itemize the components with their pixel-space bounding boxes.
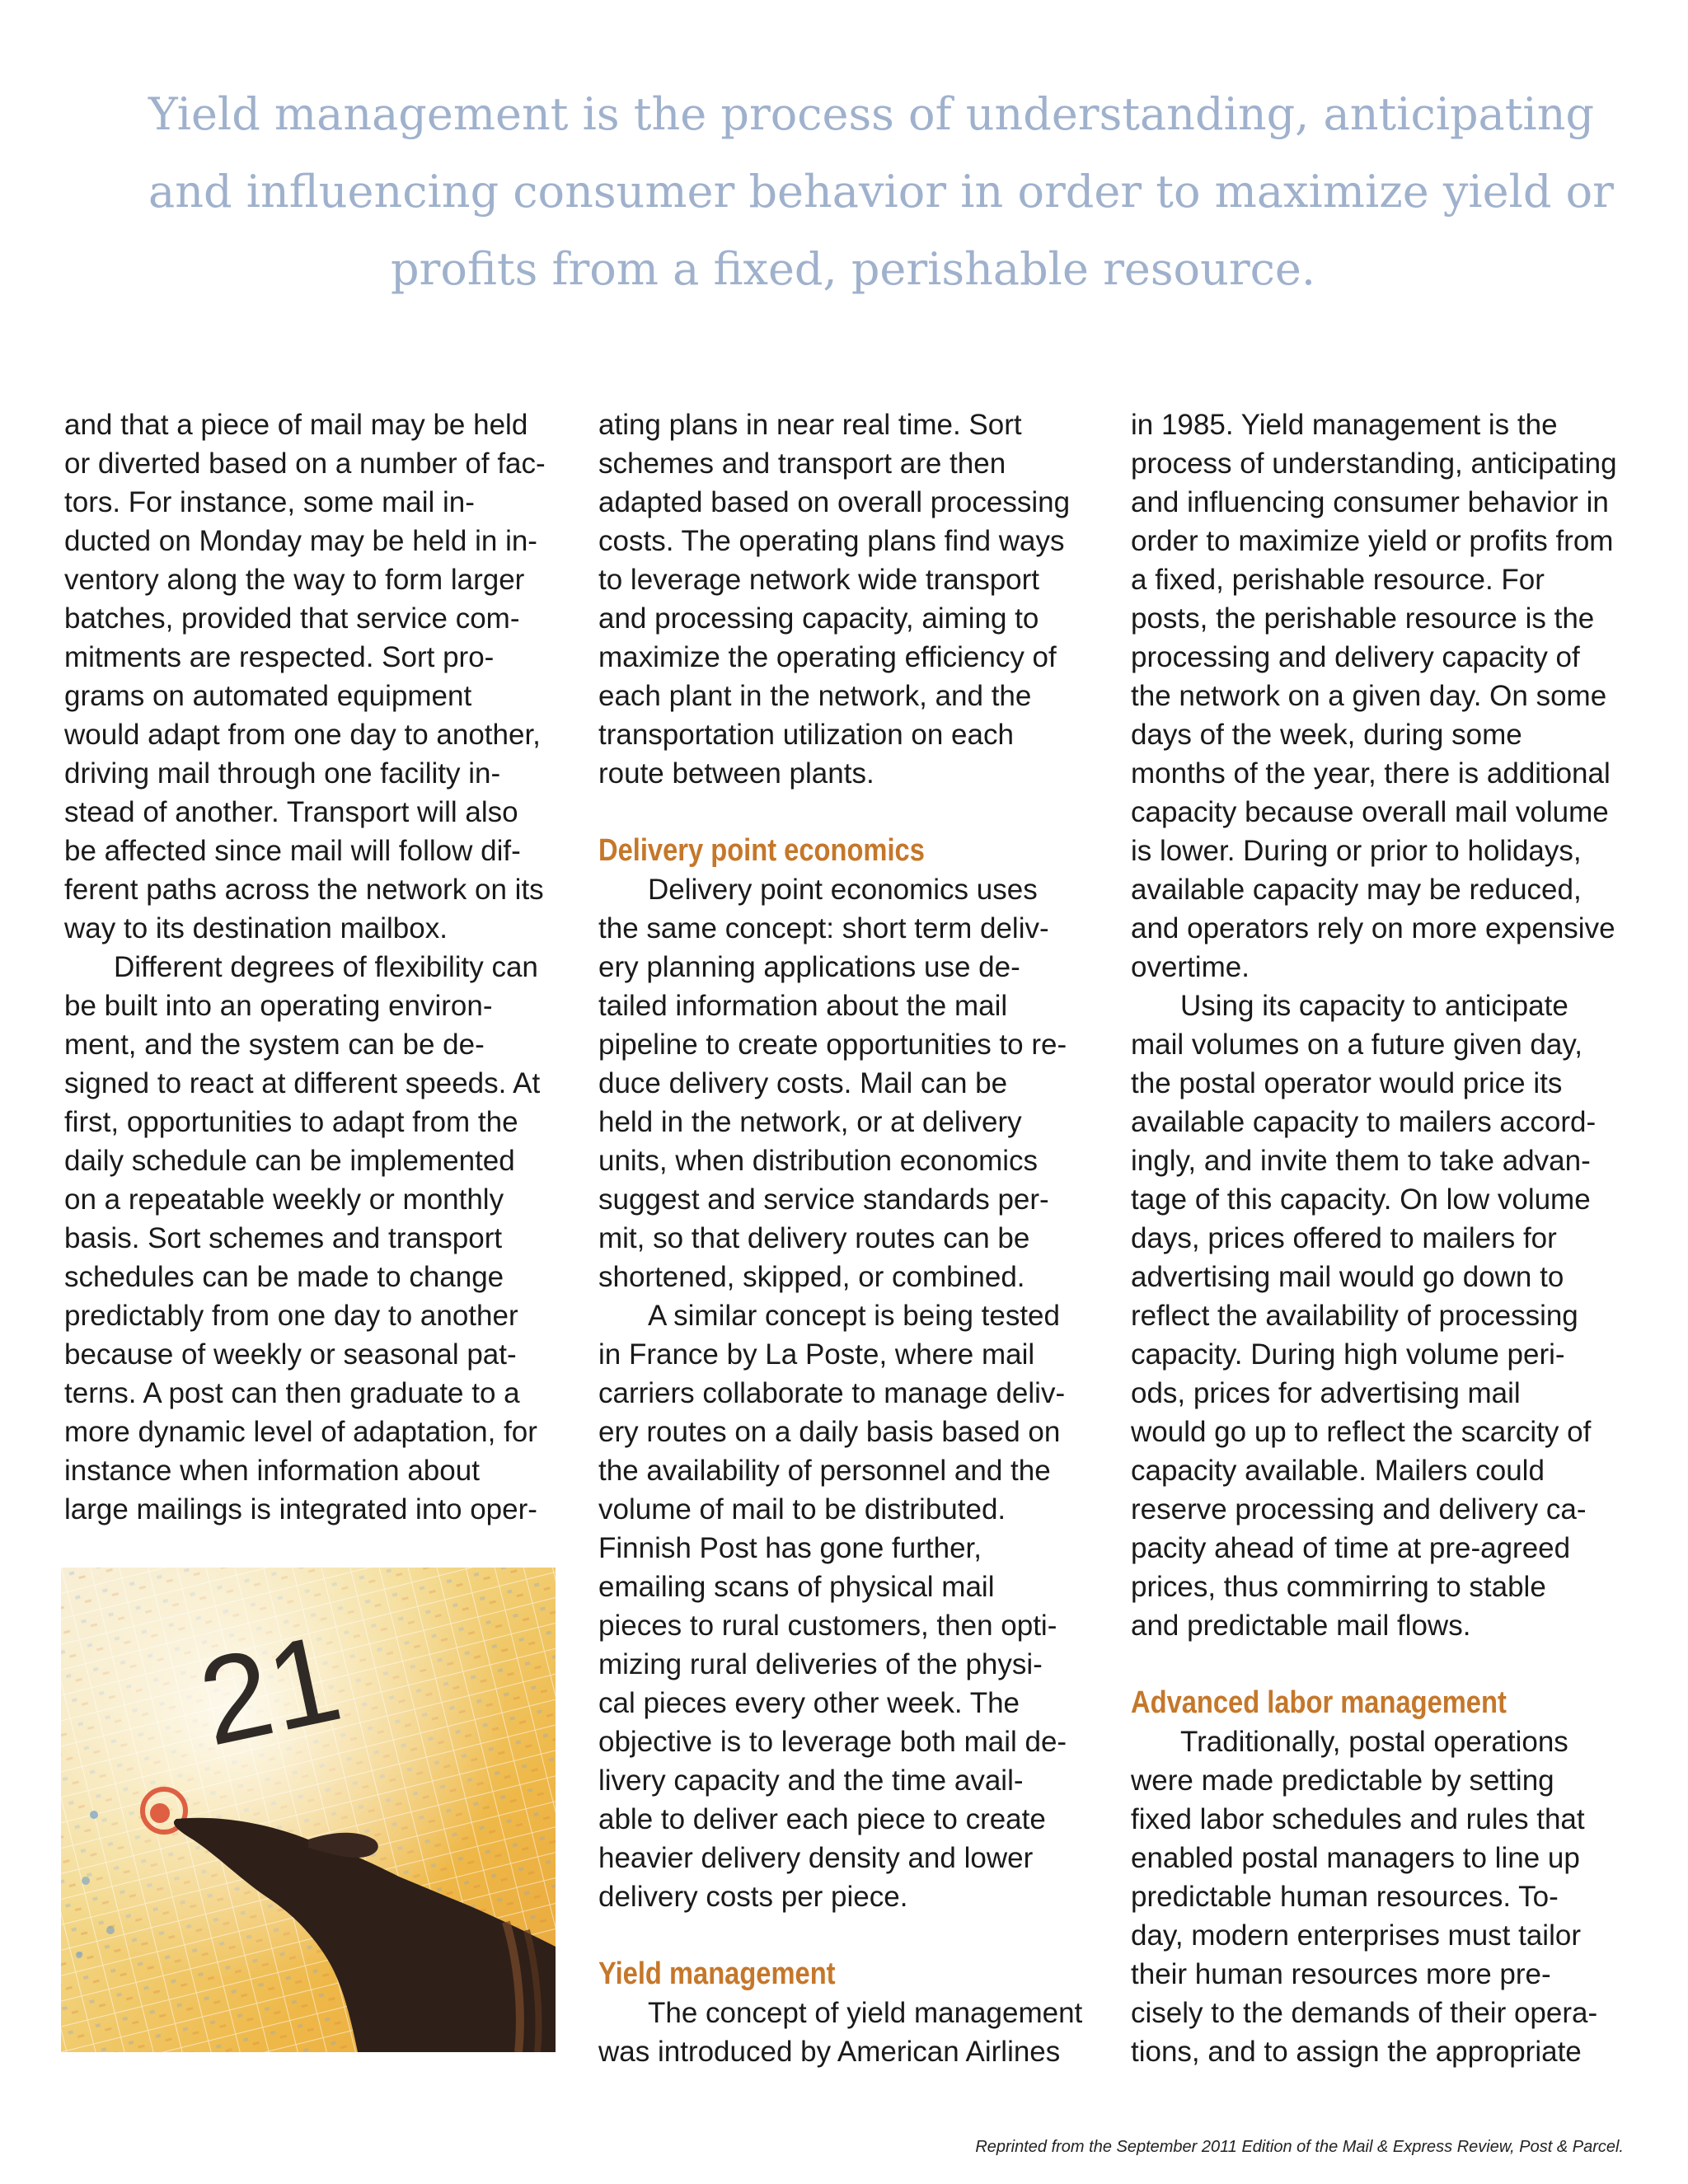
body-line: livery capacity and the time avail- [598,1765,1024,1797]
body-line: and that a piece of mail may be held [64,409,528,441]
body-line: predictable human resources. To- [1131,1881,1559,1913]
pull-quote-line: Yield management is the process of understanding, anticipating [148,88,1595,140]
calendar-number: 21 [188,1607,352,1772]
body-line: ferent paths across the network on its [64,874,544,906]
body-line: and processing capacity, aiming to [598,602,1039,635]
body-line: grams on automated equipment [64,680,472,712]
body-line: posts, the perishable resource is the [1131,602,1595,635]
body-line: ery routes on a daily basis based on [598,1416,1061,1448]
body-line: way to its destination mailbox. [64,912,448,944]
body-line: units, when distribution economics [598,1145,1039,1177]
body-line: would adapt from one day to another, [64,719,541,751]
body-line: reserve processing and delivery ca- [1131,1493,1587,1526]
body-line: months of the year, there is additional [1131,757,1611,790]
body-line: days, prices offered to mailers for [1131,1222,1557,1254]
body-line: capacity. During high volume peri- [1131,1338,1565,1371]
body-line: in 1985. Yield management is the [1131,409,1558,441]
body-line: or diverted based on a number of fac- [64,448,546,480]
body-line: capacity because overall mail volume [1131,796,1609,828]
body-line: fixed labor schedules and rules that [1131,1803,1585,1835]
body-line: mail volumes on a future given day, [1131,1029,1582,1061]
body-line: carriers collaborate to manage deliv- [598,1377,1066,1409]
body-line: ating plans in near real time. Sort [598,409,1022,441]
body-line: costs. The operating plans find ways [598,525,1065,557]
body-line: and predictable mail flows. [1131,1610,1471,1642]
body-line: order to maximize yield or profits from [1131,525,1614,557]
body-line: the availability of personnel and the [598,1455,1051,1487]
body-line: A similar concept is being tested [648,1300,1060,1332]
body-line: adapted based on overall processing [598,486,1071,518]
body-line: ods, prices for advertising mail [1131,1377,1521,1409]
body-line: on a repeatable weekly or monthly [64,1183,504,1216]
body-line: and influencing consumer behavior in [1131,486,1609,518]
body-line: delivery costs per piece. [598,1881,908,1913]
body-line: Using its capacity to anticipate [1180,990,1568,1022]
body-line: the postal operator would price its [1131,1067,1563,1099]
body-line: objective is to leverage both mail de- [598,1726,1067,1758]
body-line: batches, provided that service com- [64,602,520,635]
body-line: available capacity to mailers accord- [1131,1106,1597,1138]
body-line: suggest and service standards per- [598,1183,1049,1216]
body-line: process of understanding, anticipating [1131,448,1617,480]
body-line: shortened, skipped, or combined. [598,1261,1025,1293]
body-line: their human resources more pre- [1131,1958,1551,1990]
body-line: advertising mail would go down to [1131,1261,1564,1293]
body-line: be affected since mail will follow dif- [64,835,521,867]
body-line: first, opportunities to adapt from the [64,1106,518,1138]
body-line: tions, and to assign the appropriate [1131,2036,1582,2068]
body-line: capacity available. Mailers could [1131,1455,1545,1487]
body-line: cal pieces every other week. The [598,1687,1020,1719]
body-line: Traditionally, postal operations [1180,1726,1568,1758]
body-line: a fixed, perishable resource. For [1131,564,1545,596]
body-line: enabled postal managers to line up [1131,1842,1580,1874]
body-line: ventory along the way to form larger [64,564,525,596]
body-line: tage of this capacity. On low volume [1131,1183,1591,1216]
body-line: ery planning applications use de- [598,951,1020,983]
section-heading-delivery-point-economics: Delivery point economics [598,833,925,868]
article-column-3 [1131,405,1642,2071]
body-line: days of the week, during some [1131,719,1522,751]
body-line: pieces to rural customers, then opti- [598,1610,1057,1642]
article-column-1 [64,405,567,1529]
body-line: the same concept: short term deliv- [598,912,1049,944]
body-line: able to deliver each piece to create [598,1803,1046,1835]
body-line: ingly, and invite them to take advan- [1131,1145,1591,1177]
body-line: predictably from one day to another [64,1300,518,1332]
body-line: heavier delivery density and lower [598,1842,1034,1874]
body-line: transportation utilization on each [598,719,1014,751]
body-line: cisely to the demands of their opera- [1131,1997,1598,2029]
body-line: instance when information about [64,1455,480,1487]
body-line: The concept of yield management [648,1997,1083,2029]
pull-quote-line: and influencing consumer behavior in order to maximize yield or [148,166,1614,218]
body-line: route between plants. [598,757,874,790]
body-line: large mailings is integrated into oper- [64,1493,537,1526]
body-line: reflect the availability of processing [1131,1300,1578,1332]
body-line: Delivery point economics uses [648,874,1038,906]
body-line: stead of another. Transport will also [64,796,518,828]
body-line: schedules can be made to change [64,1261,504,1293]
pull-quote-line: profits from a fixed, perishable resource. [390,243,1316,295]
body-line: was introduced by American Airlines [598,2036,1061,2068]
body-line: would go up to reflect the scarcity of [1131,1416,1592,1448]
body-line: ment, and the system can be de- [64,1029,485,1061]
body-line: duce delivery costs. Mail can be [598,1067,1008,1099]
article-column-2 [598,405,1101,2071]
body-line: held in the network, or at delivery [598,1106,1022,1138]
section-heading-advanced-labor-management: Advanced labor management [1131,1685,1507,1720]
body-line: basis. Sort schemes and transport [64,1222,503,1254]
body-line: and operators rely on more expensive [1131,912,1615,944]
body-line: volume of mail to be distributed. [598,1493,1006,1526]
body-line: pacity ahead of time at pre-agreed [1131,1532,1571,1564]
body-line: Finnish Post has gone further, [598,1532,982,1564]
body-line: schemes and transport are then [598,448,1006,480]
body-line: were made predictable by setting [1131,1765,1554,1797]
body-line: daily schedule can be implemented [64,1145,515,1177]
body-line: pipeline to create opportunities to re- [598,1029,1067,1061]
body-line: terns. A post can then graduate to a [64,1377,520,1409]
body-line: processing and delivery capacity of [1131,641,1580,673]
body-line: more dynamic level of adaptation, for [64,1416,537,1448]
body-line: in France by La Poste, where mail [598,1338,1035,1371]
body-line: day, modern enterprises must tailor [1131,1919,1581,1952]
body-line: be built into an operating environ- [64,990,493,1022]
body-line: the network on a given day. On some [1131,680,1607,712]
body-line: driving mail through one facility in- [64,757,501,790]
body-line: Different degrees of flexibility can [114,951,538,983]
body-line: mitments are respected. Sort pro- [64,641,495,673]
body-line: emailing scans of physical mail [598,1571,995,1603]
body-line: to leverage network wide transport [598,564,1039,596]
body-line: available capacity may be reduced, [1131,874,1582,906]
body-line: prices, thus commirring to stable [1131,1571,1546,1603]
pull-quote [148,76,1614,308]
body-line: because of weekly or seasonal pat- [64,1338,517,1371]
body-line: mit, so that delivery routes can be [598,1222,1030,1254]
body-line: is lower. During or prior to holidays, [1131,835,1582,867]
reprint-credit: Reprinted from the September 2011 Edition of the Mail & Express Review, Post & Parcel. [975,2138,1624,2156]
calendar-photo [61,1568,556,2052]
section-heading-yield-management: Yield management [598,1957,836,1991]
body-line: tors. For instance, some mail in- [64,486,475,518]
body-line: signed to react at different speeds. At [64,1067,541,1099]
body-line: mizing rural deliveries of the physi- [598,1648,1043,1680]
body-line: overtime. [1131,951,1250,983]
body-line: ducted on Monday may be held in in- [64,525,537,557]
body-line: each plant in the network, and the [598,680,1032,712]
body-line: maximize the operating efficiency of [598,641,1057,673]
body-line: tailed information about the mail [598,990,1008,1022]
